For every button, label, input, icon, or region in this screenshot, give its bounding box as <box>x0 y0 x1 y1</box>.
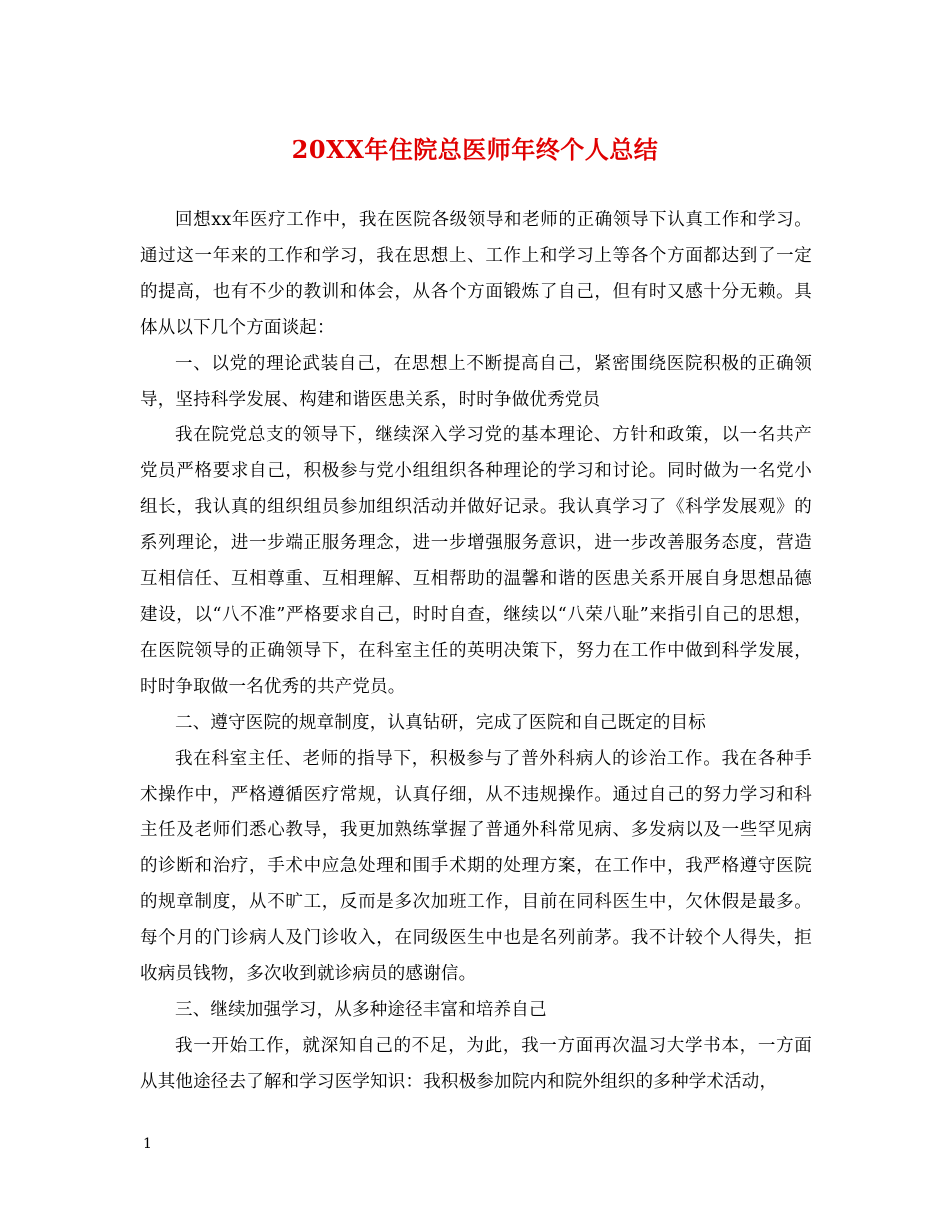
section-heading-2: 二、遵守医院的规章制度，认真钻研，完成了医院和自己既定的目标 <box>175 712 706 733</box>
document-body <box>140 203 812 1101</box>
section-heading-3: 三、继续加强学习，从多种途径丰富和培养自己 <box>175 999 547 1020</box>
paragraph-section-2: 我在科室主任、老师的指导下，积极参与了普外科病人的诊治工作。我在各种手术操作中，严格遵循医疗常规，认真仔细，从不违规操作。通过自己的努力学习和科主任及老师们悉心教导，我更加熟练掌握了普通外科常见病、多发病以及一些罕见病的诊断和治疗，手术中应急处理和围手术期的处理方案，在工作中，我严格遵守医院的规章制度，从不旷工，反而是多次加班工作，目前在同科医生中，欠休假是最多。每个月的门诊病人及门诊收入，在同级医生中也是名列前茅。我不计较个人得失，拒收病员钱物，多次收到就诊病员的感谢信。 <box>140 748 812 985</box>
document-title: 20XX年住院总医师年终个人总结 <box>291 135 659 164</box>
paragraph-section-3: 我一开始工作，就深知自己的不足，为此，我一方面再次温习大学书本，一方面从其他途径去了解和学习医学知识：我积极参加院内和院外组织的多种学术活动， <box>140 1035 812 1092</box>
paragraph-intro: 回想xx年医疗工作中，我在医院各级领导和老师的正确领导下认真工作和学习。通过这一年来的工作和学习，我在思想上、工作上和学习上等各个方面都达到了一定的提高，也有不少的教训和体会，从各个方面锻炼了自己，但有时又感十分无赖。具体从以下几个方面谈起： <box>140 210 812 338</box>
page-number: 1 <box>143 1136 152 1152</box>
section-heading-1: 一、以党的理论武装自己，在思想上不断提高自己，紧密围绕医院积极的正确领导，坚持科学发展、构建和谐医患关系，时时争做优秀党员 <box>140 353 812 410</box>
paragraph-section-1: 我在院党总支的领导下，继续深入学习党的基本理论、方针和政策，以一名共产党员严格要求自己，积极参与党小组组织各种理论的学习和讨论。同时做为一名党小组长，我认真的组织组员参加组织活动并做好记录。我认真学习了《科学发展观》的系列理论，进一步端正服务理念，进一步增强服务意识，进一步改善服务态度，营造互相信任、互相尊重、互相理解、互相帮助的温馨和谐的医患关系开展自身思想品德建设，以“八不准”严格要求自己，时时自查，继续以“八荣八耻”来指引自己的思想，在医院领导的正确领导下，在科室主任的英明决策下，努力在工作中做到科学发展，时时争取做一名优秀的共产党员。 <box>140 425 812 697</box>
